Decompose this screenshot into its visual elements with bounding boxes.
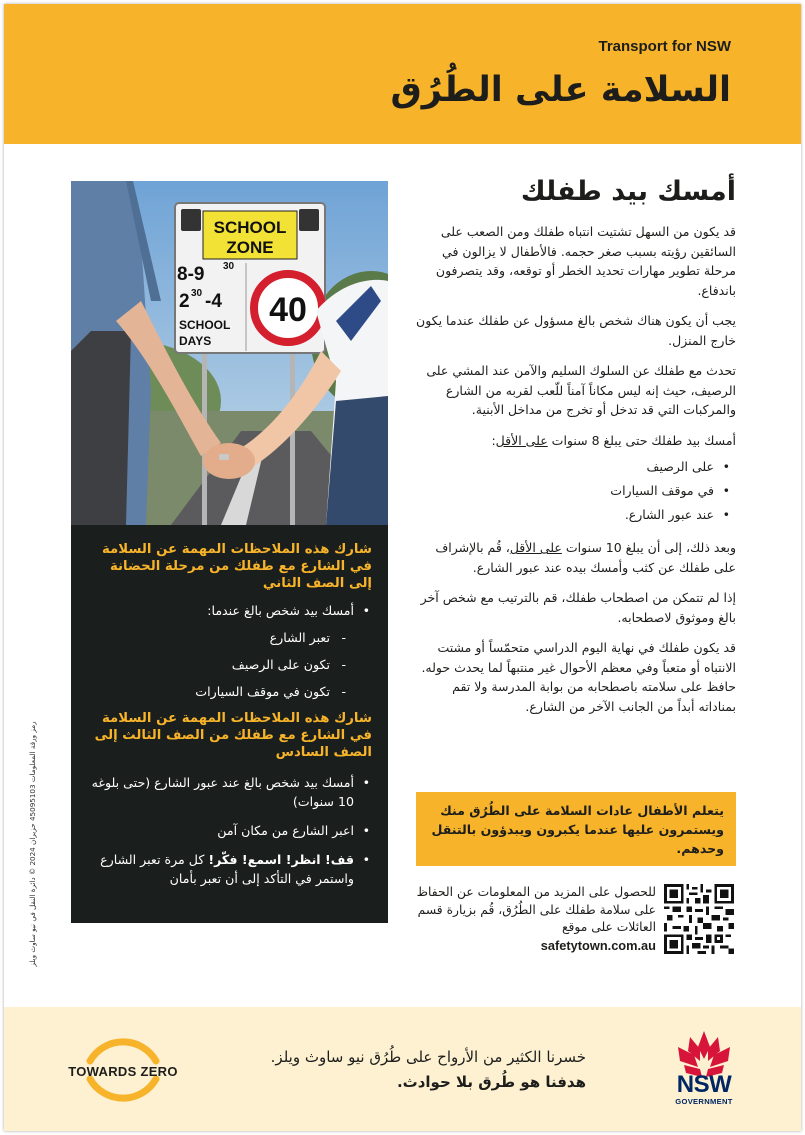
sign-school-days-2: DAYS	[179, 334, 212, 348]
tips-list-3-6	[87, 773, 372, 888]
sign-time-pm-min: 30	[191, 288, 203, 299]
stop-look-listen-think: قف! انظر! اسمع! فكّر!	[208, 852, 354, 867]
footer-line-2: هدفنا هو طُرق بلا حوادث.	[396, 1073, 586, 1091]
tip-item: • اعبر الشارع من مكان آمن	[87, 821, 372, 840]
org-name: Transport for NSW	[598, 38, 731, 55]
sign-time-am-min: 30	[223, 261, 235, 272]
tips-list-k-2	[87, 601, 372, 701]
tips-panel	[71, 525, 388, 923]
document-reference-note: رمز ورقة المعلومات 45095103 حزيران 2024 © دائرة النقل في نيو ساوث ويلز	[28, 721, 37, 967]
qr-code-icon[interactable]	[664, 884, 734, 954]
more-info-text	[416, 884, 656, 955]
info-sheet-page	[4, 4, 801, 1131]
hold-hand-list	[416, 457, 736, 524]
nsw-government-text: GOVERNMENT	[675, 1097, 733, 1106]
footer-message	[271, 1045, 586, 1095]
tips-heading-3-6: شارك هذه الملاحظات المهمة عن السلامة في الشارع مع طفلك من الصف الثالث إلى الصف السادس	[94, 711, 372, 760]
sign-school-text: SCHOOL	[213, 218, 287, 237]
tip-item-label: أمسك بيد شخص بالغ عندما:	[207, 603, 354, 618]
towards-zero-logo: TOWARDS ZERO	[68, 1064, 178, 1079]
tip-sub-item: - تكون في موقف السيارات	[87, 682, 354, 701]
section-title: أمسك بيد طفلك	[520, 176, 736, 207]
tip-sub-item: - تكون على الرصيف	[87, 655, 354, 674]
speed-limit-number: 40	[269, 291, 307, 329]
school-zone-photo	[71, 181, 388, 525]
tip-sub-item: - تعبر الشارع	[87, 628, 354, 647]
p5-start: وبعد ذلك، إلى أن يبلغ 10 سنوات	[561, 540, 736, 555]
tip-item	[87, 850, 372, 888]
paragraph-3: تحدث مع طفلك عن السلوك السليم والآمن عند المشي على الرصيف، حيث إنه ليس مكاناً آمناً للّعب لقربه من الشارع والمركبات التي قد تدخل أو تخرج من مداخل الأبنية.	[426, 363, 736, 417]
p5-end: ، قُم بالإشراف على طفلك عن كثب وأمسك بيده عند عبور الشارع.	[435, 540, 736, 575]
paragraph-4	[416, 431, 736, 451]
tip-item: • أمسك بيد شخص بالغ عند عبور الشارع (حتى بلوغه 10 سنوات)	[87, 773, 372, 811]
page-title: السلامة على الطُرُق	[390, 70, 731, 110]
p4-underline: على الأقل	[495, 432, 548, 448]
sign-school-days-1: SCHOOL	[179, 318, 231, 332]
p4-start: أمسك بيد طفلك حتى يبلغ 8 سنوات	[547, 432, 736, 448]
list-item: • عند عبور الشارع.	[416, 505, 736, 524]
sign-time-pm: 2	[179, 291, 190, 312]
tips-heading-k-2: شارك هذه الملاحظات المهمة عن السلامة في الشارع مع طفلك من مرحلة الحضانة إلى الصف الثاني	[101, 542, 372, 591]
sign-time-pm-end: -4	[205, 291, 222, 312]
footer-banner	[4, 1007, 801, 1131]
list-item: • على الرصيف	[416, 457, 736, 476]
more-info-body: للحصول على المزيد من المعلومات عن الحفاظ على سلامة طفلك على الطُرُق، قُم بزيارة قسم العائلات على موقع	[416, 885, 656, 934]
list-item: • في موقف السيارات	[416, 481, 736, 500]
website-link[interactable]: safetytown.com.au	[540, 937, 656, 953]
tip-item	[87, 601, 372, 701]
sign-time-am: 8-9	[177, 264, 205, 285]
footer-line-1: خسرنا الكثير من الأرواح على طُرُق نيو ساوث ويلز.	[270, 1048, 586, 1066]
tip-sub-list	[87, 628, 354, 701]
paragraph-2: يجب أن يكون هناك شخص بالغ مسؤول عن طفلك عندما يكون خارج المنزل.	[416, 313, 736, 348]
p5-underline: على الأقل	[509, 540, 562, 555]
paragraph-7: قد يكون طفلك في نهاية اليوم الدراسي متحمّساً أو مشتت الانتباه أو متعباً وفي معظم الأحوال غير منتبهاً لما يحدث حوله. حافظ على سلامته باصطحابه من بوابة المدرسة ولا تقم بمناداته أبداً من الجانب الآخر من الشارع.	[421, 640, 736, 714]
header-banner	[4, 4, 801, 144]
main-content	[416, 174, 736, 727]
paragraph-6: إذا لم تتمكن من اصطحاب طفلك، قم بالترتيب مع شخص آخر بالغ وموثوق لاصطحابه.	[420, 590, 736, 625]
callout-box: يتعلم الأطفال عادات السلامة على الطُرُق منك ويستمرون عليها عندما يكبرون ويبدؤون بالتنقل وحدهم.	[416, 792, 736, 866]
paragraph-1: قد يكون من السهل تشتيت انتباه طفلك ومن الصعب على السائقين رؤيته بسبب صغر حجمه. فالأطفال لا يزالون في مرحلة تطوير مهارات تحديد الخطر أو توقعه، وقد يتصرفون باندفاع.	[435, 224, 736, 298]
nsw-logo-text: NSW	[676, 1071, 732, 1098]
sign-zone-text: ZONE	[226, 238, 274, 257]
p4-end: :	[491, 432, 496, 448]
paragraph-5	[416, 538, 736, 577]
tip-item-rest: كل مرة تعبر الشارع واستمر في التأكد إلى أن تعبر بأمان	[100, 852, 354, 886]
